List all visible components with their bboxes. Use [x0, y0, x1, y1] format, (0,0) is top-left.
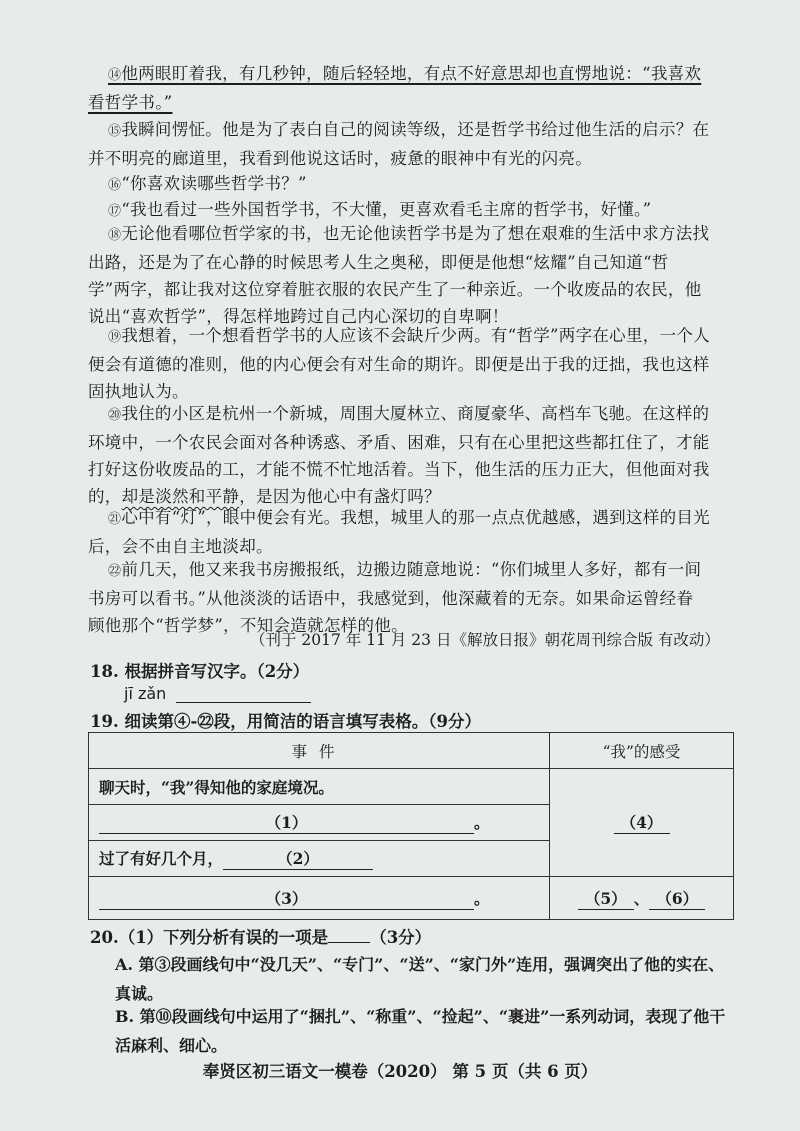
option-a: A. 第③段画线句中“没几天”、“专门”、“送”、“家门外”连用，强调突出了他的实在、真诚。	[115, 955, 725, 1003]
paragraph-number: ⑯	[108, 178, 122, 193]
source-citation: （刊于 2017 年 11 月 23 日《解放日报》朝花周刊综合版 有改动）	[250, 631, 720, 649]
paragraph-20	[88, 400, 710, 510]
answer-blank-6[interactable]: （6）	[649, 887, 705, 910]
paragraph-text: 前几天，他又来我书房搬报纸，边搬边随意地说：“你们城里人多好，都有一间书房可以看书。”从他淡淡的话语中，我感觉到，他深藏着的无奈。如果命运曾经眷顾他那个“哲学梦”，不知会造就怎样的他。	[88, 560, 702, 635]
answer-blank-1[interactable]: （1）	[99, 811, 474, 834]
paragraph-text: 我想着，一个想看哲学书的人应该不会缺斤少两。有“哲学”两字在心里，一个人便会有道德的准则，他的内心便会有对生命的期许。即便是出于我的迂拙，我也这样固执地认为。	[88, 326, 710, 401]
paragraph-15	[88, 116, 710, 172]
answer-blank-4[interactable]: （4）	[614, 811, 670, 834]
paragraph-number: ㉒	[108, 564, 122, 579]
paragraph-19	[88, 322, 710, 405]
question-19-title: 19. 细读第④-㉒段，用简洁的语言填写表格。（9分）	[90, 712, 482, 731]
separator: 、	[633, 888, 650, 908]
period: 。	[474, 813, 490, 832]
paragraph-text: “你喜欢读哪些哲学书？”	[121, 174, 307, 193]
paragraph-number: ⑭	[108, 68, 122, 83]
paragraph-text: ，是因为他心中有盏灯吗？	[239, 487, 441, 506]
paragraph-number: ⑲	[108, 330, 122, 345]
table-row-1: 聊天时，“我”得知他的家庭境况。	[89, 769, 550, 805]
paragraph-text: 我瞬间愣怔。他是为了表白自己的阅读等级，还是哲学书给过他生活的启示？在并不明亮的廊道里，我看到他说这话时，疲惫的眼神中有光的闪亮。	[88, 120, 710, 168]
paragraph-16	[88, 170, 710, 199]
table-row-3	[89, 841, 550, 877]
answer-blank-3[interactable]: （3）	[99, 887, 474, 910]
table-row-4	[89, 877, 550, 920]
paragraph-number: ⑮	[108, 124, 122, 139]
answer-blank-20[interactable]	[328, 942, 370, 943]
option-b: B. 第⑩段画线句中运用了“捆扎”、“称重”、“捡起”、“裹进”一系列动词，表现了他干活麻利、细心。	[115, 1007, 726, 1055]
question-20-title	[90, 924, 431, 948]
question-18-title: 18. 根据拼音写汉字。（2分）	[90, 662, 310, 681]
paragraph-number: ⑱	[108, 228, 122, 243]
question-18-pinyin	[124, 684, 311, 703]
wavy-underlined-phrase: 却是淡然和平静	[121, 487, 240, 506]
paragraph-text: 他两眼盯着我，有几秒钟，随后轻轻地，有点不好意思却也直愣地说：“我喜欢看哲学书。”	[88, 64, 702, 112]
paragraph-14	[88, 60, 710, 116]
feeling-cell-5-6	[550, 877, 734, 920]
paragraph-text: “我也看过一些外国哲学书，不大懂，更喜欢看毛主席的哲学书，好懂。”	[121, 200, 652, 219]
paragraph-22	[88, 556, 710, 639]
answer-blank-5[interactable]: （5）	[578, 887, 634, 910]
table-row-2	[89, 805, 550, 841]
paragraph-number: ㉑	[108, 512, 122, 527]
row-3-prefix: 过了有好几个月，	[99, 849, 224, 868]
period: 。	[474, 888, 490, 908]
pinyin-text: jī zǎn	[124, 684, 167, 703]
paragraph-18	[88, 220, 710, 330]
paragraph-number: ⑳	[108, 408, 122, 423]
header-feeling: “我”的感受	[550, 733, 734, 769]
paragraph-text: 心中有“灯”，眼中便会有光。我想，城里人的那一点点优越感，遇到这样的目光后，会不由自主地淡却。	[88, 508, 710, 556]
answer-blank[interactable]	[176, 686, 311, 703]
paragraph-21	[88, 504, 710, 560]
question-20-text: 20.（1）下列分析有误的一项是	[90, 928, 329, 947]
paragraph-text: 无论他看哪位哲学家的书，也无论他读哲学书是为了想在艰难的生活中求方法找出路，还是为了在心静的时候思考人生之奥秘，即便是他想“炫耀”自己知道“哲学”两字，都让我对这位穿着脏衣服的农民产生了一种亲近。一个收废品的农民，他说出“喜欢哲学”，得怎样地跨过自己内心深切的自卑啊！	[88, 224, 710, 326]
feeling-cell-4	[550, 769, 734, 877]
header-event: 事件	[89, 733, 550, 769]
paragraph-number: ⑰	[108, 204, 122, 219]
page-footer: 奉贤区初三语文一模卷（2020） 第 5 页（共 6 页）	[202, 1062, 598, 1081]
answer-table	[88, 732, 734, 920]
question-20-score: （3分）	[370, 928, 432, 947]
answer-blank-2[interactable]: （2）	[223, 847, 373, 870]
paragraph-text: 我住的小区是杭州一个新城，周围大厦林立、商厦豪华、高档车飞驰。在这样的环境中，一个农民会面对各种诱惑、矛盾、困难，只有在心里把这些都扛住了，才能打好这份收废品的工，才能不慌不忙地活着。当下，他生活的压力正大，但他面对我的，	[88, 404, 710, 506]
